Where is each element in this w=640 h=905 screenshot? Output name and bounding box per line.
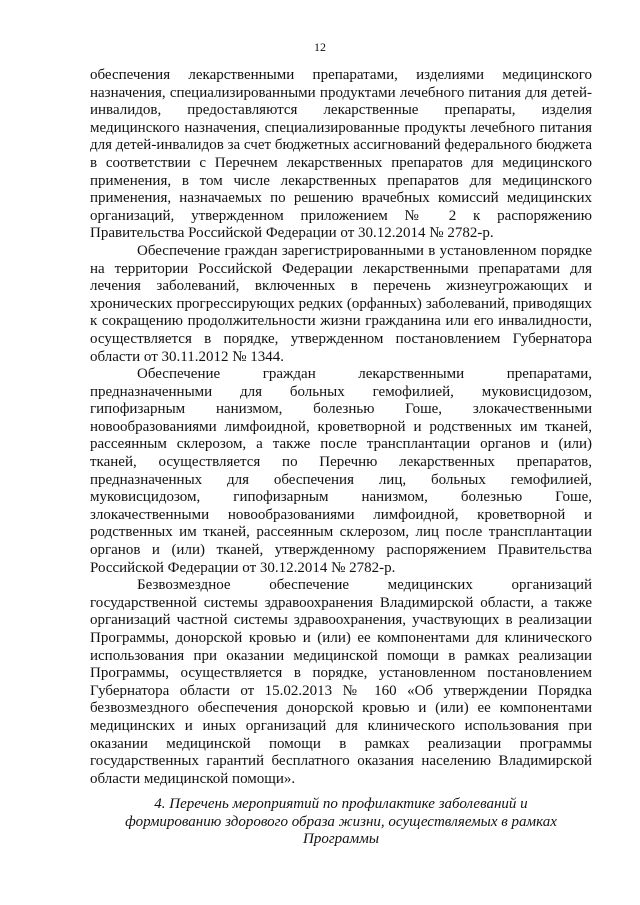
paragraph-donor-blood: Безвозмездное обеспечение медицинских организаций государственной системы здравоохранения Владимирской области, а также организаций частной системы здравоохранения, участвующих в реализации Программы, донорской кровью и (или) ее компонентами для клинического использования при оказании медицинской помощи в рамках реализации Программы, осуществляется в порядке, установленном постановлением Губернатора области от 15.02.2013 № 160 «Об утверждении Порядка безвозмездного обеспечения донорской кровью и (или) ее компонентами медицинских и иных организаций для клинического использования при оказании медицинской помощи в рамках реализации программы государственных гарантий бесплатного оказания населению Владимирской области медицинской помощи».: [90, 577, 592, 787]
document-body: [90, 67, 592, 788]
page-number: 12: [314, 40, 326, 54]
section-heading-line: Программы: [303, 831, 379, 848]
section-heading: [90, 796, 592, 849]
paragraph-continuation: обеспечения лекарственными препаратами, изделиями медицинского назначения, специализированными продуктами лечебного питания для детей-инвалидов, предоставляются лекарственные препараты, изделия медицинского назначения, специализированные продукты лечебного питания для детей-инвалидов за счет бюджетных ассигнований федерального бюджета в соответствии с Перечнем лекарственных препаратов для медицинского применения, в том числе лекарственных препаратов для медицинского применения, назначаемых по решению врачебных комиссий медицинских организаций, утвержденном приложением № 2 к распоряжению Правительства Российской Федерации от 30.12.2014 № 2782-р.: [90, 67, 592, 242]
section-heading-line: 4. Перечень мероприятий по профилактике заболеваний и: [154, 796, 528, 812]
section-heading-line: формированию здорового образа жизни, осуществляемых в рамках: [125, 813, 557, 830]
paragraph-orphan-diseases: Обеспечение граждан зарегистрированными в установленном порядке на территории Российской Федерации лекарственными препаратами для лечения заболеваний, включенных в перечень жизнеугрожающих и хронических прогрессирующих редких (орфанных) заболеваний, приводящих к сокращению продолжительности жизни гражданина или его инвалидности, осуществляется в порядке, утвержденном постановлением Губернатора области от 30.11.2012 № 1344.: [90, 242, 592, 365]
paragraph-special-drugs: Обеспечение граждан лекарственными препаратами, предназначенными для больных гемофилией, муковисцидозом, гипофизарным нанизмом, болезнью Гоше, злокачественными новообразованиями лимфоидной, кроветворной и родственных им тканей, рассеянным склерозом, а также после трансплантации органов и (или) тканей, осуществляется по Перечню лекарственных препаратов, предназначенных для обеспечения лиц, больных гемофилией, муковисцидозом, гипофизарным нанизмом, болезнью Гоше, злокачественными новообразованиями лимфоидной, кроветворной и родственных им тканей, рассеянным склерозом, лиц после трансплантации органов и (или) тканей, утвержденному распоряжением Правительства Российской Федерации от 30.12.2014 № 2782-р.: [90, 366, 592, 576]
